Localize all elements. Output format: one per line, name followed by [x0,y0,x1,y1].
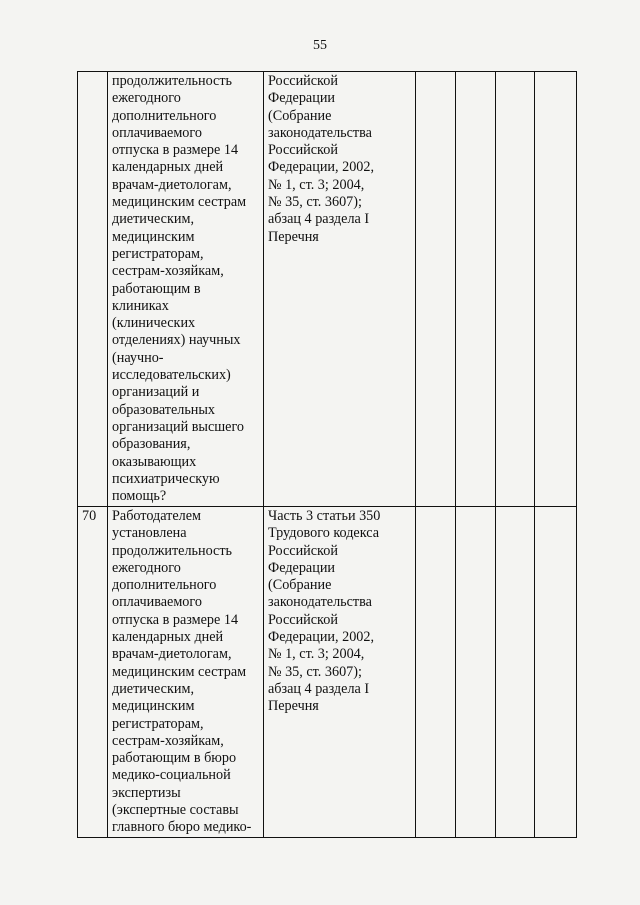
cell-text-line: Федерации, 2002, [268,629,375,646]
cell-text-line: Федерации [268,90,336,107]
cell-text-line: отделениях) научных [112,332,241,349]
cell-text-line: медицинским сестрам [112,663,247,680]
cell-text-line: врачам-диетологам, [112,646,232,663]
cell-text-line: врачам-диетологам, [112,176,232,193]
cell-text-line: (клинических [112,315,196,332]
cell-text-line: психиатрическую [112,470,220,487]
cell-text-line: продолжительность [112,73,233,89]
cell-text-line: (Собрание [268,107,332,124]
cell-text-line: медико-социальной [112,767,231,784]
cell-text-line: (экспертные составы [112,802,239,819]
cell-text-line: законодательства [268,124,372,141]
cell-text-line: Российской [268,142,338,159]
cell-text-line: образования, [112,436,191,453]
cell-text-line: абзац 4 раздела I [268,680,370,697]
cell-text-line: Трудового кодекса [268,525,380,542]
cell-text-line: Перечня [268,228,319,245]
cell-text-line: ежегодного [112,90,181,107]
cell-text-line: ежегодного [112,559,181,576]
cell-text-line: установлена [112,525,187,542]
answer-no-cell [456,72,496,507]
cell-text-line: абзац 4 раздела I [268,211,370,228]
cell-text-line: № 1, ст. 3; 2004, [268,176,365,193]
cell-text-line: исследовательских) [112,367,231,384]
cell-text-line: дополнительного [112,107,217,124]
cell-text-line: медицинским [112,698,195,715]
cell-text-line: Федерации [268,559,336,576]
requirements-table [77,71,577,838]
answer-yes-cell [416,72,456,507]
answer-na-cell [496,72,535,507]
cell-text-line: оплачиваемого [112,124,202,141]
cell-text-line: № 35, ст. 3607); [268,663,362,680]
cell-text-line: Работодателем [112,508,202,524]
cell-text-line: дополнительного [112,577,217,594]
item-number-cell [78,72,108,507]
cell-text-line: диетическим, [112,211,194,228]
notes-cell [535,507,577,838]
cell-text-line: отпуска в размере 14 [112,142,239,159]
cell-text-line: продолжительность [112,542,233,559]
cell-text-line: Российской [268,611,338,628]
cell-text-line: Часть 3 статьи 350 [268,508,381,524]
cell-text-line: клиниках [112,297,169,314]
legal-reference-cell [264,507,416,838]
requirement-cell [108,72,264,507]
cell-text-line: № 35, ст. 3607); [268,194,362,211]
answer-no-cell [456,507,496,838]
item-number-cell: 70 [78,507,108,838]
notes-cell [535,72,577,507]
legal-reference-cell [264,72,416,507]
cell-text-line: работающим в бюро [112,750,237,767]
cell-text-line: оказывающих [112,453,197,470]
cell-text-line: организаций и [112,384,200,401]
cell-text-line: экспертизы [112,784,181,801]
cell-text-line: главного бюро медико- [112,819,252,836]
cell-text-line: работающим в [112,280,201,297]
cell-text-line: № 1, ст. 3; 2004, [268,646,365,663]
cell-text-line: сестрам-хозяйкам, [112,732,224,749]
cell-text-line: помощь? [112,488,167,505]
cell-text-line: отпуска в размере 14 [112,611,239,628]
cell-text-line: медицинским [112,228,195,245]
cell-text-line: образовательных [112,401,216,418]
cell-text-line: (научно- [112,349,164,366]
cell-text-line: Российской [268,542,338,559]
cell-text-line: (Собрание [268,577,332,594]
cell-text-line: календарных дней [112,159,224,176]
cell-text-line: диетическим, [112,680,194,697]
cell-text-line: регистраторам, [112,715,204,732]
cell-text-line: организаций высшего [112,418,245,435]
table-row [78,72,577,507]
cell-text-line: сестрам-хозяйкам, [112,263,224,280]
cell-text-line: оплачиваемого [112,594,202,611]
cell-text-line: календарных дней [112,629,224,646]
answer-yes-cell [416,507,456,838]
cell-text-line: Федерации, 2002, [268,159,375,176]
cell-text-line: медицинским сестрам [112,194,247,211]
cell-text-line: Российской [268,73,338,89]
answer-na-cell [496,507,535,838]
page-number: 55 [313,38,327,53]
cell-text-line: законодательства [268,594,372,611]
cell-text-line: Перечня [268,698,319,715]
table-row [78,507,577,838]
cell-text-line: регистраторам, [112,245,204,262]
requirement-cell [108,507,264,838]
